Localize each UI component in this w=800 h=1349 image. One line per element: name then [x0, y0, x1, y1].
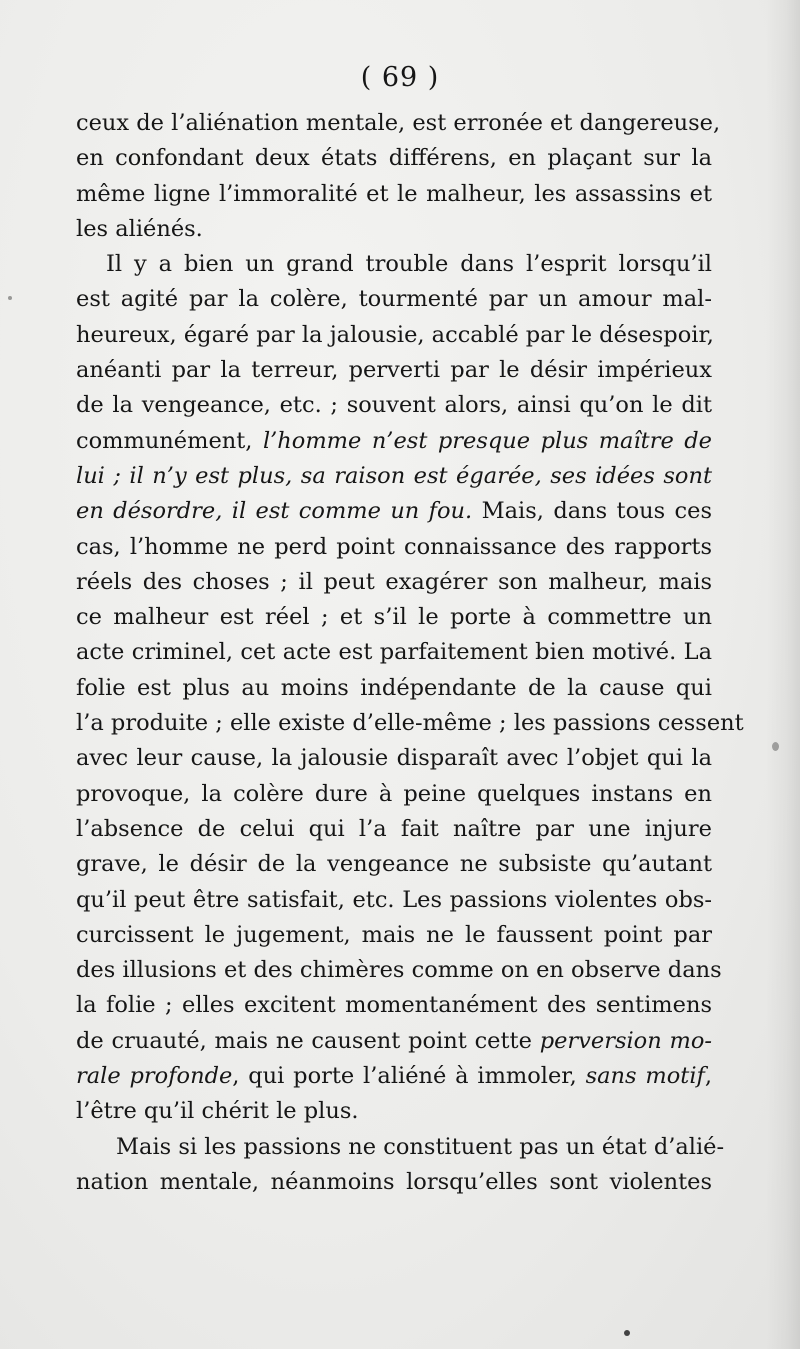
text-line: folie est plus au moins indépendante de la cause qui	[76, 674, 712, 701]
text-line: même ligne l’immoralité et le malheur, les assassins et	[76, 180, 712, 207]
scan-speck	[624, 1330, 630, 1336]
text-line: curcissent le jugement, mais ne le faussent point par	[76, 921, 712, 948]
text-line: la folie ; elles excitent momentanément des sentimens	[76, 992, 712, 1019]
roman-text: de cruauté, mais ne causent point cette	[76, 1027, 532, 1054]
text-line: est agité par la colère, tourmenté par un amour mal-	[76, 286, 712, 313]
scan-speck	[772, 742, 779, 751]
text-line: qu’il peut être satisfait, etc. Les passions violentes obs-	[76, 886, 712, 913]
text-line: anéanti par la terreur, perverti par le désir impérieux	[76, 357, 712, 384]
body-text	[76, 106, 744, 1200]
roman-text: Mais, dans tous ces	[481, 498, 713, 525]
text-line: réels des choses ; il peut exagérer son malheur, mais	[76, 568, 712, 595]
text-line: des illusions et des chimères comme on en observe dans	[76, 957, 722, 984]
text-line-mixed	[76, 424, 712, 459]
italic-text: l’homme n’est presque plus maître de	[262, 427, 712, 454]
text-line-mixed	[76, 1024, 712, 1059]
text-line: acte criminel, cet acte est parfaitement bien motivé. La	[76, 639, 712, 666]
text-line: ceux de l’aliénation mentale, est erronée et dangereuse,	[76, 110, 721, 136]
text-line: de la vengeance, etc. ; souvent alors, ainsi qu’on le dit	[76, 392, 712, 419]
text-line: nation mentale, néanmoins lorsqu’elles sont violentes	[76, 1168, 712, 1195]
text-line-mixed	[76, 494, 712, 529]
text-line: l’absence de celui qui l’a fait naître par une injure	[76, 815, 712, 842]
text-line: cas, l’homme ne perd point connaissance des rapports	[76, 533, 712, 560]
text-line: l’être qu’il chérit le plus.	[76, 1098, 359, 1125]
italic-text: rale profonde	[76, 1063, 233, 1090]
text-line-mixed	[76, 1059, 712, 1094]
roman-text: communément,	[76, 427, 253, 454]
italic-text: sans motif	[585, 1063, 705, 1090]
text-line: heureux, égaré par la jalousie, accablé par le désespoir,	[76, 321, 714, 348]
text-line: grave, le désir de la vengeance ne subsiste qu’autant	[76, 851, 712, 878]
italic-text: lui ; il n’y est plus, sa raison est égarée, ses idées sont	[76, 462, 712, 489]
text-line: ce malheur est réel ; et s’il le porte à commettre un	[76, 604, 712, 631]
italic-text: en désordre, il est comme un fou.	[76, 498, 473, 525]
text-line: les aliénés.	[76, 215, 203, 242]
text-line: en confondant deux états différens, en plaçant sur la	[76, 145, 712, 172]
page-edge-shadow	[766, 0, 800, 1349]
italic-text: perversion mo-	[539, 1027, 712, 1054]
text-line: provoque, la colère dure à peine quelques instans en	[76, 780, 712, 807]
roman-text: , qui porte l’aliéné à immoler,	[232, 1063, 577, 1090]
scan-speck	[8, 296, 12, 300]
page-number: ( 69 )	[360, 62, 440, 93]
text-line: Il y a bien un grand trouble dans l’esprit lorsqu’il	[106, 251, 712, 278]
text-line: avec leur cause, la jalousie disparaît avec l’objet qui la	[76, 745, 712, 772]
text-line: l’a produite ; elle existe d’elle-même ; les passions cessent	[76, 710, 744, 737]
roman-text: ,	[704, 1063, 712, 1090]
text-line: Mais si les passions ne constituent pas un état d’alié-	[116, 1133, 725, 1160]
text-line-italic	[76, 459, 712, 494]
